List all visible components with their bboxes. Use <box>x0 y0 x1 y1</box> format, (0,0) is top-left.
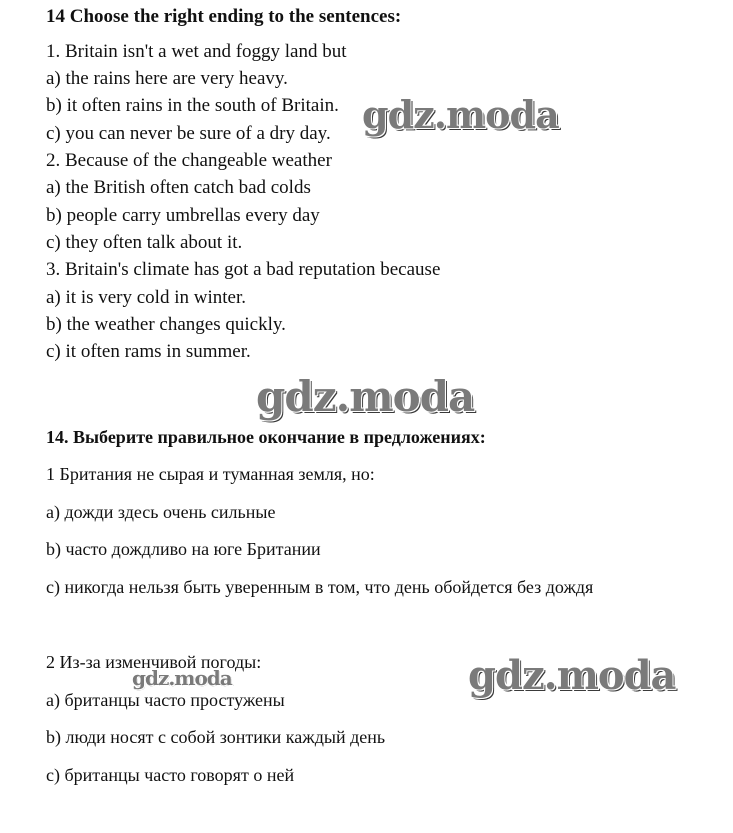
option-3c: c) it often rams in summer. <box>46 341 251 362</box>
watermark-logo-small: gdz.moda <box>132 666 232 690</box>
russian-heading: 14. Выберите правильное окончание в предложениях: <box>46 427 486 447</box>
option-1b: b) it often rains in the south of Britain. <box>46 95 339 116</box>
option-2b: b) people carry umbrellas every day <box>46 205 320 226</box>
ru-option-2b: b) люди носят с собой зонтики каждый день <box>46 727 386 747</box>
option-1c: c) you can never be sure of a dry day. <box>46 123 331 144</box>
option-2c: c) they often talk about it. <box>46 232 243 253</box>
option-3b: b) the weather changes quickly. <box>46 314 286 335</box>
ru-question-1: 1 Британия не сырая и туманная земля, но: <box>46 464 375 484</box>
option-3a: a) it is very cold in winter. <box>46 287 246 308</box>
question-1: 1. Britain isn't a wet and foggy land but <box>46 41 347 62</box>
english-heading: 14 Choose the right ending to the sentences: <box>46 6 402 27</box>
ru-option-2a: а) британцы часто простужены <box>46 690 285 710</box>
ru-option-2c: c) британцы часто говорят о ней <box>46 765 295 785</box>
watermark-logo: gdz.moda <box>362 92 559 137</box>
option-2a: a) the British often catch bad colds <box>46 177 311 198</box>
watermark-logo: gdz.moda <box>256 372 475 421</box>
ru-option-1c: c) никогда нельзя быть уверенным в том, что день обойдется без дождя <box>46 577 594 597</box>
ru-option-1a: а) дожди здесь очень сильные <box>46 502 276 522</box>
option-1a: a) the rains here are very heavy. <box>46 68 288 89</box>
ru-option-1b: b) часто дождливо на юге Британии <box>46 539 321 559</box>
question-3: 3. Britain's climate has got a bad reputation because <box>46 259 441 280</box>
question-2: 2. Because of the changeable weather <box>46 150 332 171</box>
ru-question-2: 2 Из-за изменчивой погоды: <box>46 652 262 672</box>
watermark-logo: gdz.moda <box>468 652 676 699</box>
